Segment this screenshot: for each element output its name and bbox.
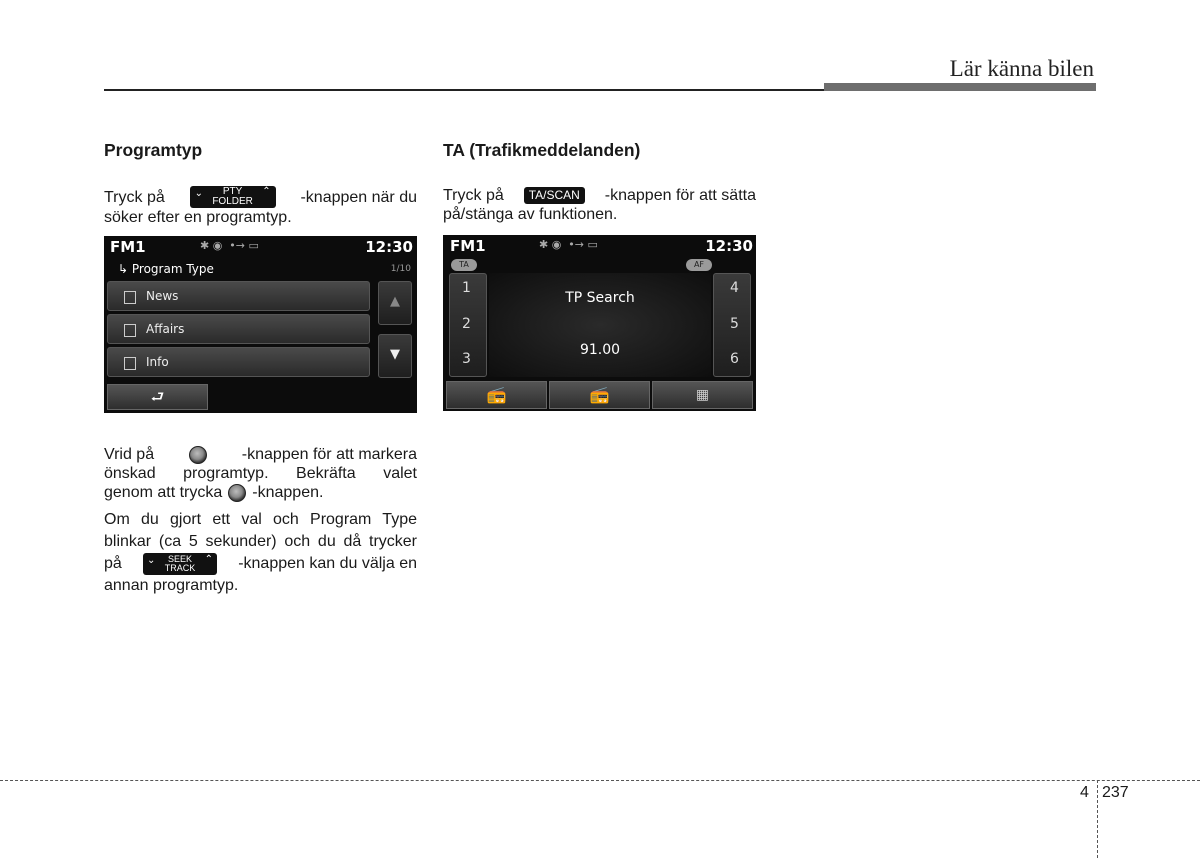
scroll-up-button[interactable] [378,281,412,325]
text: annan programtyp. [104,577,239,594]
footer-divider [1097,780,1098,858]
text: på [104,555,122,572]
list-item-label: Info [146,355,169,369]
list-title: Program Type [131,262,214,276]
header-rule [104,89,824,91]
grid-icon: ▦ [695,387,710,403]
track-label: TRACK [164,563,196,573]
text: Om du gjort ett val och Program Type [104,511,417,528]
paragraph-pty [104,186,417,227]
preset-2[interactable]: 2 [462,316,471,332]
list-icon [124,357,136,370]
text: blinkar (ca 5 sekunder) och du då trycker [104,533,417,550]
tune-knob-icon [189,446,207,464]
folder-label: FOLDER [212,196,253,207]
back-button[interactable] [107,384,208,410]
status-icons: ✱ ◉ •→ ▭ [200,239,259,252]
back-arrow-icon: ↳ [118,262,129,276]
list-item-info[interactable] [107,347,370,377]
band-label: FM1 [110,238,146,256]
frequency: 91.00 [579,342,621,358]
preset-3[interactable]: 3 [462,351,471,367]
preset-5[interactable]: 5 [730,316,739,332]
ta-scan-button-icon: TA/SCAN [524,187,585,204]
preset-1[interactable]: 1 [462,280,471,296]
pty-label: PTY [222,186,243,197]
ta-indicator: TA [451,259,477,271]
paragraph-seek [104,509,417,597]
display-area [489,273,711,377]
text: -knappen när du [300,188,417,206]
text: -knappen kan du välja en [238,555,417,572]
list-item-label: Affairs [146,322,185,336]
radio-icon: 📻 [486,385,507,404]
list-item-affairs[interactable] [107,314,370,344]
chapter-number: 4 [1080,784,1089,801]
section-heading-programtyp: Programtyp [104,140,203,160]
paragraph-ta [443,186,756,224]
text: Tryck på [104,188,165,206]
radio-search-button[interactable] [549,381,650,409]
preset-4[interactable]: 4 [730,280,739,296]
text: Vrid på [104,446,155,463]
seek-track-button-icon: ⌄ SEEK TRACK ⌃ [143,553,217,575]
footer-rule [0,780,1200,781]
af-indicator: AF [686,259,712,271]
header-rule-accent [824,83,1096,91]
text: -knappen för att markera [241,446,417,463]
preset-6[interactable]: 6 [730,351,739,367]
list-title-row [118,262,214,276]
radio-source-button[interactable] [446,381,547,409]
triangle-down-icon: ▼ [390,347,400,362]
scroll-down-button[interactable] [378,334,412,378]
text: önskad programtyp. Bekräfta valet [104,465,417,482]
text: -knappen. [252,484,324,501]
preset-column-left [449,273,487,377]
status-icons: ✱ ◉ •→ ▭ [539,238,598,251]
text: på/stänga av funktionen. [443,206,618,223]
program-type-screen [104,236,417,413]
menu-button[interactable] [652,381,753,409]
text: -knappen för att sätta [604,187,756,204]
page-number: 237 [1102,784,1129,801]
page-indicator: 1/10 [390,264,411,274]
list-item-label: News [146,289,179,303]
section-heading-ta: TA (Trafikmeddelanden) [443,140,641,160]
clock: 12:30 [365,238,413,256]
text: söker efter en programtyp. [104,209,292,226]
clock: 12:30 [705,237,753,255]
ta-radio-screen [443,235,756,411]
preset-column-right [713,273,751,377]
text: Tryck på [443,187,504,204]
radio-search-icon: 📻 [589,385,610,404]
triangle-up-icon: ▲ [390,294,400,309]
pty-folder-button-icon: ⌄ PTY FOLDER ⌃ [190,186,276,208]
list-icon [124,324,136,337]
running-header: Lär känna bilen [949,56,1094,81]
return-icon: ⮐ [150,388,165,406]
list-icon [124,291,136,304]
paragraph-knob [104,445,417,502]
band-label: FM1 [450,237,486,255]
list-item-news[interactable] [107,281,370,311]
tp-search-message: TP Search [565,290,635,306]
seek-label: SEEK [167,554,192,564]
tune-knob-icon [228,484,246,502]
text: genom att trycka [104,484,223,501]
